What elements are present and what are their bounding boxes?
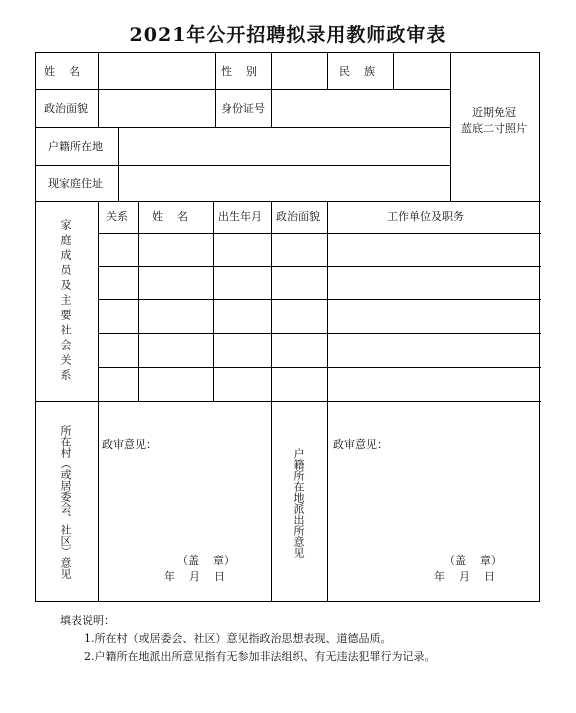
col-line-family-4: [327, 201, 328, 602]
family-line-1: [98, 233, 541, 234]
col-line-photo: [450, 53, 451, 201]
label-address: 现家庭住址: [48, 177, 103, 190]
photo-hint-line1: 近期免冠: [472, 106, 516, 119]
political-review-form: [35, 52, 540, 602]
col-line-address: [118, 127, 119, 201]
col-line-b: [215, 53, 216, 127]
police-seal: （盖 章）: [444, 554, 502, 567]
family-section-label: 家庭成员及主要社会关系: [59, 219, 72, 384]
row-line-2: [36, 127, 450, 128]
family-line-3: [98, 299, 541, 300]
label-household: 户籍所在地: [48, 140, 103, 153]
row-line-4: [36, 201, 541, 202]
photo-hint-line2: 蓝底二寸照片: [461, 122, 527, 135]
family-col-workplace: 工作单位及职务: [387, 210, 464, 223]
label-gender: 性 别: [221, 65, 257, 78]
notes-heading: 填表说明：: [60, 614, 115, 627]
village-opinion-label: 所在村（或居委会、社区）意见: [59, 425, 72, 579]
row-line-opinion: [36, 401, 541, 402]
label-political-status: 政治面貌: [44, 102, 88, 115]
police-date: 年 月 日: [434, 570, 495, 583]
village-review-label: 政审意见：: [102, 438, 157, 451]
family-col-name: 姓 名: [152, 210, 188, 223]
label-ethnicity: 民 族: [339, 65, 375, 78]
family-col-political: 政治面貌: [276, 210, 320, 223]
col-line-family-left: [98, 201, 99, 602]
notes-item-1: 1.所在村（或居委会、社区）意见指政治思想表现、道德品质。: [84, 632, 392, 645]
col-line-family-3: [271, 201, 272, 602]
notes-item-2: 2.户籍所在地派出所意见指有无参加非法组织、有无违法犯罪行为记录。: [84, 650, 436, 663]
family-line-4: [98, 333, 541, 334]
label-name: 姓 名: [44, 65, 80, 78]
col-line-e: [393, 53, 394, 89]
family-col-relation: 关系: [106, 210, 128, 223]
col-line-family-1: [138, 201, 139, 401]
village-date: 年 月 日: [164, 570, 225, 583]
col-line-family-2: [213, 201, 214, 401]
family-col-birth: 出生年月: [218, 210, 262, 223]
col-line-d: [327, 53, 328, 89]
police-opinion-label: 户籍所在地派出所意见: [292, 448, 305, 558]
village-seal: （盖 章）: [177, 554, 235, 567]
police-review-label: 政审意见：: [333, 438, 388, 451]
col-line-a: [98, 53, 99, 127]
family-line-2: [98, 266, 541, 267]
form-title: 2021年公开招聘拟录用教师政审表: [129, 24, 447, 46]
family-line-5: [98, 367, 541, 368]
form-notes: [60, 612, 436, 666]
label-id-number: 身份证号: [221, 102, 265, 115]
row-line-3: [36, 165, 450, 166]
col-line-c: [271, 53, 272, 127]
